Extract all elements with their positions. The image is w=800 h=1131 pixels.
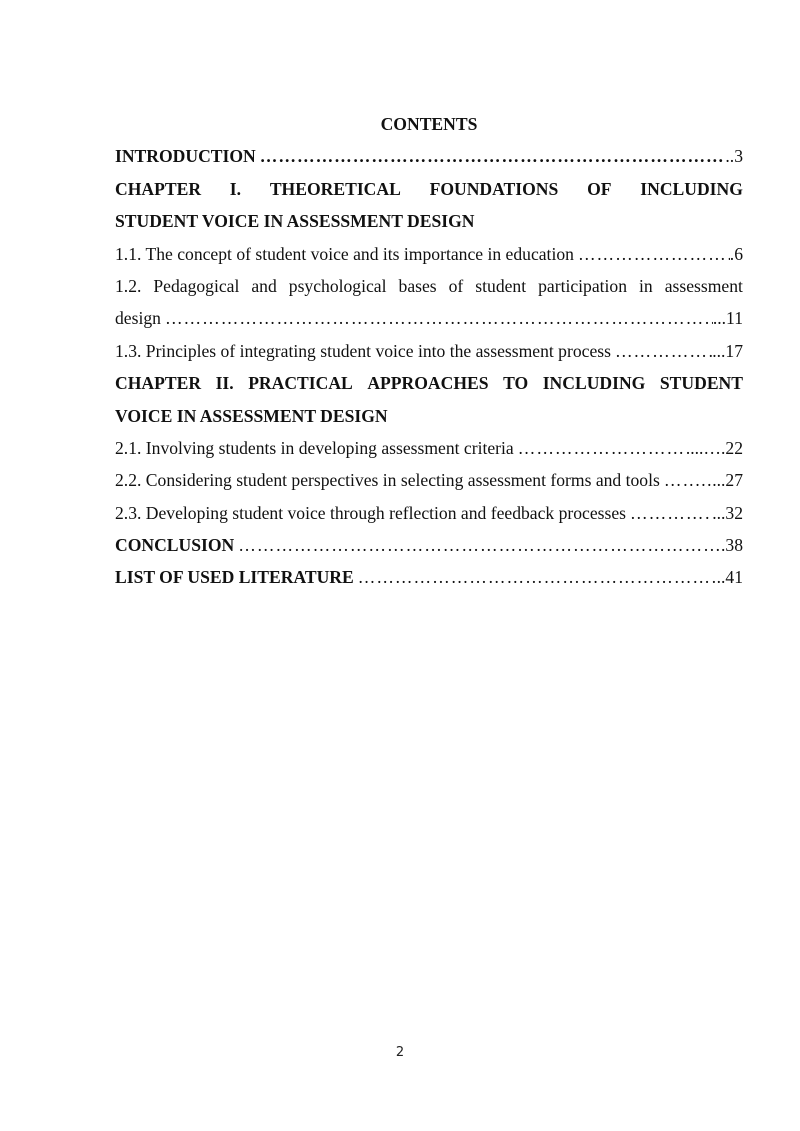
chapter-word: INCLUDING xyxy=(640,178,743,199)
entry-word: bases xyxy=(398,275,437,296)
entry-word: assessment xyxy=(664,275,743,296)
toc-entry-label: 2.1. Involving students in developing assessment criteria xyxy=(115,437,514,458)
chapter-word: FOUNDATIONS xyxy=(429,178,559,199)
toc-entry-literature[interactable] xyxy=(115,561,743,593)
chapter-heading-line-1 xyxy=(115,173,743,205)
toc-page-number: ..41 xyxy=(716,567,743,588)
leader-dots xyxy=(518,432,690,464)
toc-entry-label: 2.2. Considering student perspectives in selecting assessment forms and tools xyxy=(115,470,660,491)
toc-entry-2-1[interactable] xyxy=(115,432,743,464)
toc-entry-1-3[interactable] xyxy=(115,335,743,367)
toc-page-number: ...17 xyxy=(712,340,743,361)
toc-page-number: ...11 xyxy=(712,308,743,329)
chapter-word: OF xyxy=(587,178,612,199)
entry-word: and xyxy=(251,275,277,296)
entry-word: Pedagogical xyxy=(153,275,240,296)
chapter-word: II. xyxy=(215,373,234,394)
toc-entry-1-1[interactable] xyxy=(115,238,743,270)
toc-entry-chapter-2[interactable] xyxy=(115,367,743,432)
leader-dots xyxy=(664,464,695,496)
page-number: 2 xyxy=(395,1045,405,1060)
toc-page-number: ...….22 xyxy=(690,437,743,458)
toc-page-number: ..3 xyxy=(725,146,743,167)
toc-entry-2-2[interactable] xyxy=(115,464,743,496)
chapter-word: STUDENT xyxy=(659,373,743,394)
chapter-word: INCLUDING xyxy=(542,373,646,394)
toc-entry-label: LIST OF USED LITERATURE xyxy=(115,567,354,588)
toc-page-number: …...27 xyxy=(694,470,743,491)
leader-dots xyxy=(615,335,712,367)
page-title: CONTENTS xyxy=(380,114,478,134)
entry-word: in xyxy=(639,275,653,296)
entry-word: student xyxy=(475,275,527,296)
leader-dots xyxy=(238,529,721,561)
entry-word: of xyxy=(448,275,464,296)
toc-entry-label: INTRODUCTION xyxy=(115,146,256,167)
entry-word: 1.2. xyxy=(115,275,142,296)
toc-entry-label: CONCLUSION xyxy=(115,535,235,556)
toc-entry-introduction[interactable] xyxy=(115,140,743,172)
chapter-heading-line-1 xyxy=(115,367,743,399)
chapter-word: CHAPTER xyxy=(115,373,202,394)
leader-dots xyxy=(165,302,713,334)
chapter-word: TO xyxy=(503,373,529,394)
toc-entry-line-2 xyxy=(115,302,743,334)
toc-entry-label: design xyxy=(115,308,161,329)
toc-entry-label: 1.3. Principles of integrating student voice into the assessment process xyxy=(115,340,611,361)
chapter-word: CHAPTER xyxy=(115,178,202,199)
leader-dots xyxy=(630,497,712,529)
toc-entry-conclusion[interactable] xyxy=(115,529,743,561)
chapter-heading-line-2: STUDENT VOICE IN ASSESSMENT DESIGN xyxy=(115,211,475,232)
toc-entry-2-3[interactable] xyxy=(115,497,743,529)
entry-word: psychological xyxy=(288,275,387,296)
toc-page-number: ...32 xyxy=(712,502,743,523)
toc-entry-line-1 xyxy=(115,270,743,302)
chapter-word: I. xyxy=(229,178,242,199)
chapter-heading-line-2: VOICE IN ASSESSMENT DESIGN xyxy=(115,405,388,426)
leader-dots xyxy=(358,561,717,593)
leader-dots xyxy=(578,238,730,270)
toc-page-number: .38 xyxy=(721,535,743,556)
chapter-word: APPROACHES xyxy=(367,373,489,394)
toc-entry-label: 2.3. Developing student voice through reflection and feedback processes xyxy=(115,502,627,523)
toc-entry-chapter-1[interactable] xyxy=(115,173,743,238)
chapter-word: THEORETICAL xyxy=(269,178,401,199)
toc-entry-label: 1.1. The concept of student voice and its importance in education xyxy=(115,243,574,264)
table-of-contents xyxy=(115,108,743,594)
chapter-word: PRACTICAL xyxy=(248,373,353,394)
leader-dots xyxy=(260,140,726,172)
entry-word: participation xyxy=(538,275,628,296)
toc-entry-1-2[interactable] xyxy=(115,270,743,335)
toc-page-number: .6 xyxy=(729,243,743,264)
